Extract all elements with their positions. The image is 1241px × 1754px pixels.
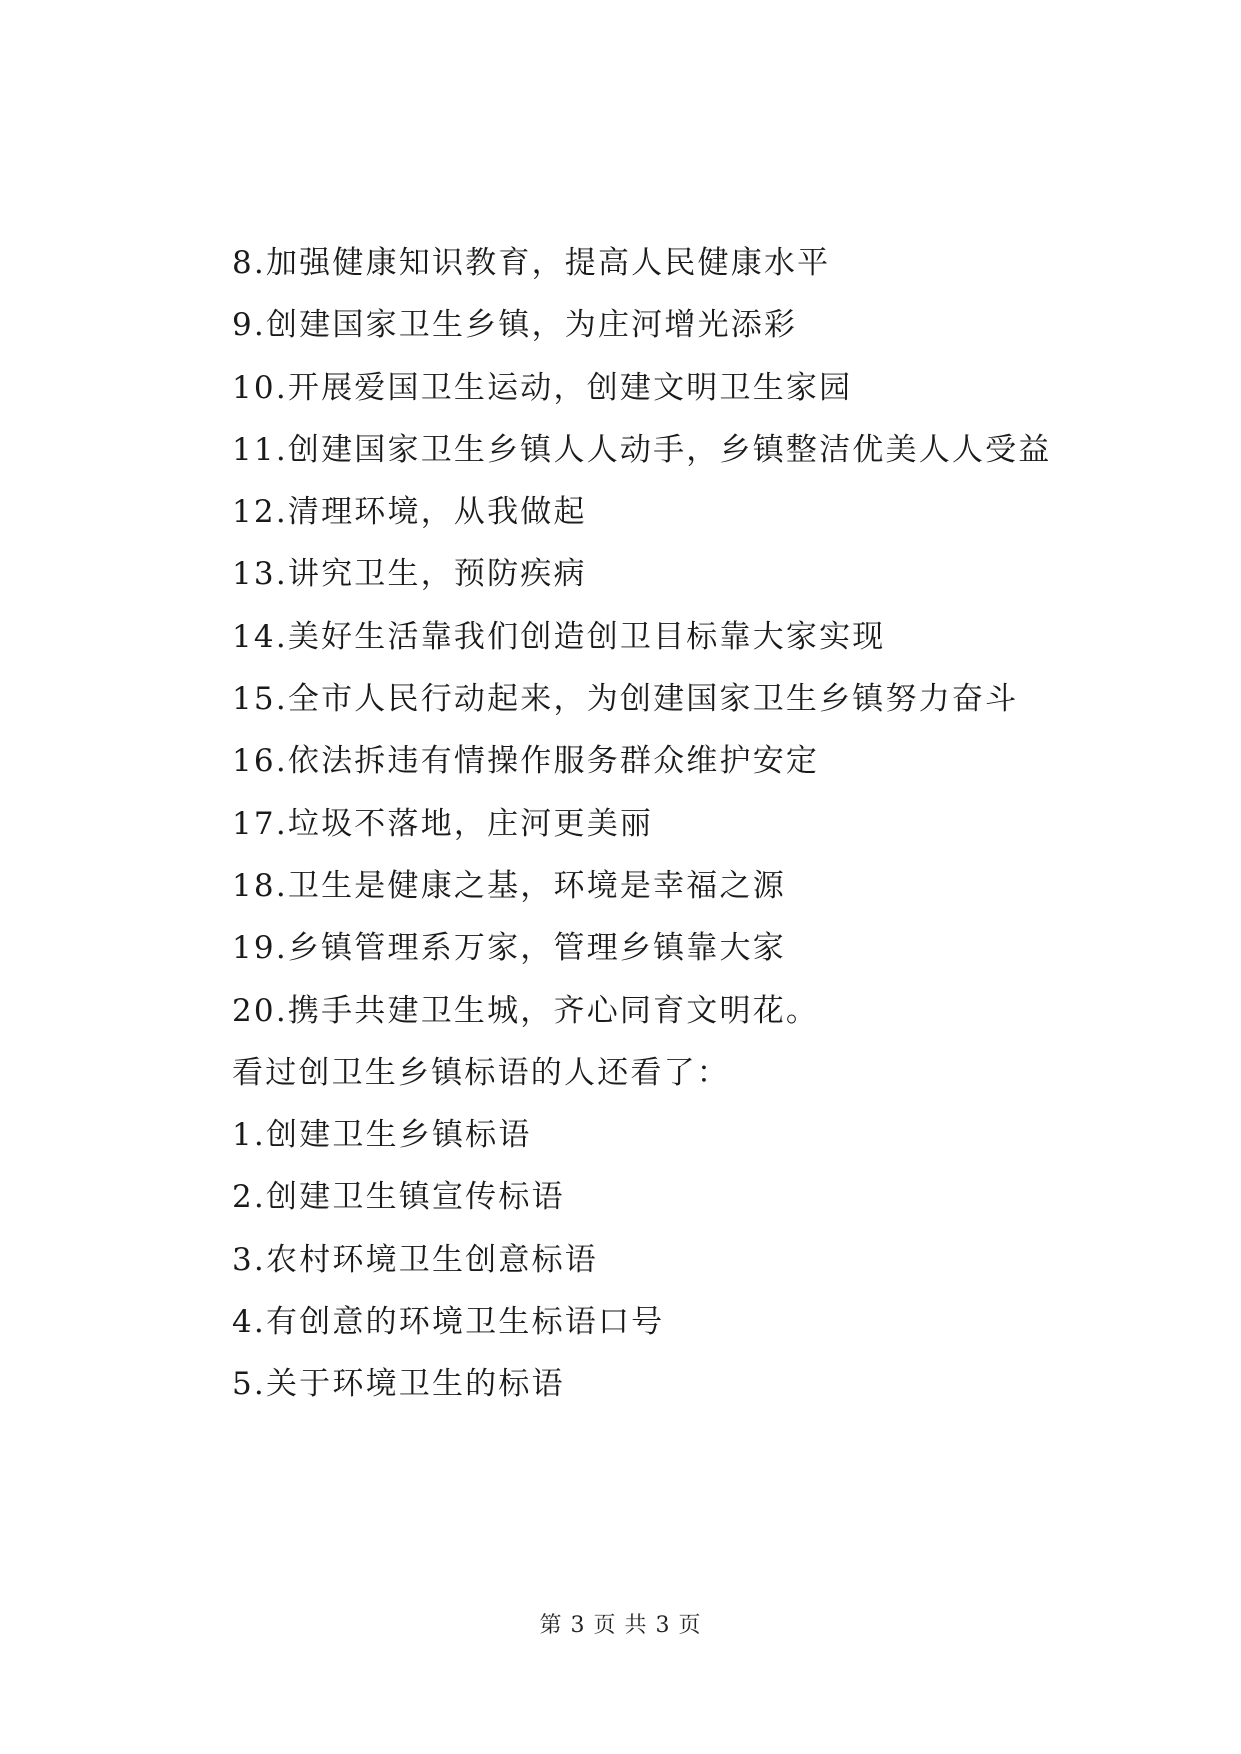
text-line: 18.卫生是健康之基，环境是幸福之源 [232, 867, 786, 904]
document-body [232, 232, 1092, 1416]
text-line: 9.创建国家卫生乡镇，为庄河增光添彩 [232, 307, 798, 344]
text-line: 14.美好生活靠我们创造创卫目标靠大家实现 [232, 618, 886, 655]
text-line: 10.开展爱国卫生运动，创建文明卫生家园 [232, 369, 853, 406]
related-link[interactable]: 4.有创意的环境卫生标语口号 [232, 1304, 665, 1341]
text-line: 11.创建国家卫生乡镇人人动手，乡镇整洁优美人人受益 [232, 431, 1052, 468]
text-line: 12.清理环境，从我做起 [232, 494, 587, 531]
section-heading: 看过创卫生乡镇标语的人还看了： [232, 1054, 730, 1091]
text-line: 16.依法拆违有情操作服务群众维护安定 [232, 743, 820, 780]
related-link[interactable]: 2.创建卫生镇宣传标语 [232, 1179, 565, 1216]
text-line: 19.乡镇管理系万家，管理乡镇靠大家 [232, 930, 786, 967]
related-link[interactable]: 3.农村环境卫生创意标语 [232, 1241, 598, 1278]
related-link[interactable]: 5.关于环境卫生的标语 [232, 1366, 565, 1403]
text-line: 20.携手共建卫生城，齐心同育文明花。 [232, 992, 820, 1029]
related-link[interactable]: 1.创建卫生乡镇标语 [232, 1117, 532, 1154]
page-number-footer: 第 3 页 共 3 页 [539, 1613, 702, 1638]
text-line: 17.垃圾不落地，庄河更美丽 [232, 805, 654, 842]
text-line: 15.全市人民行动起来，为创建国家卫生乡镇努力奋斗 [232, 681, 1019, 718]
text-line: 13.讲究卫生，预防疾病 [232, 556, 587, 593]
text-line: 8.加强健康知识教育，提高人民健康水平 [232, 245, 831, 281]
